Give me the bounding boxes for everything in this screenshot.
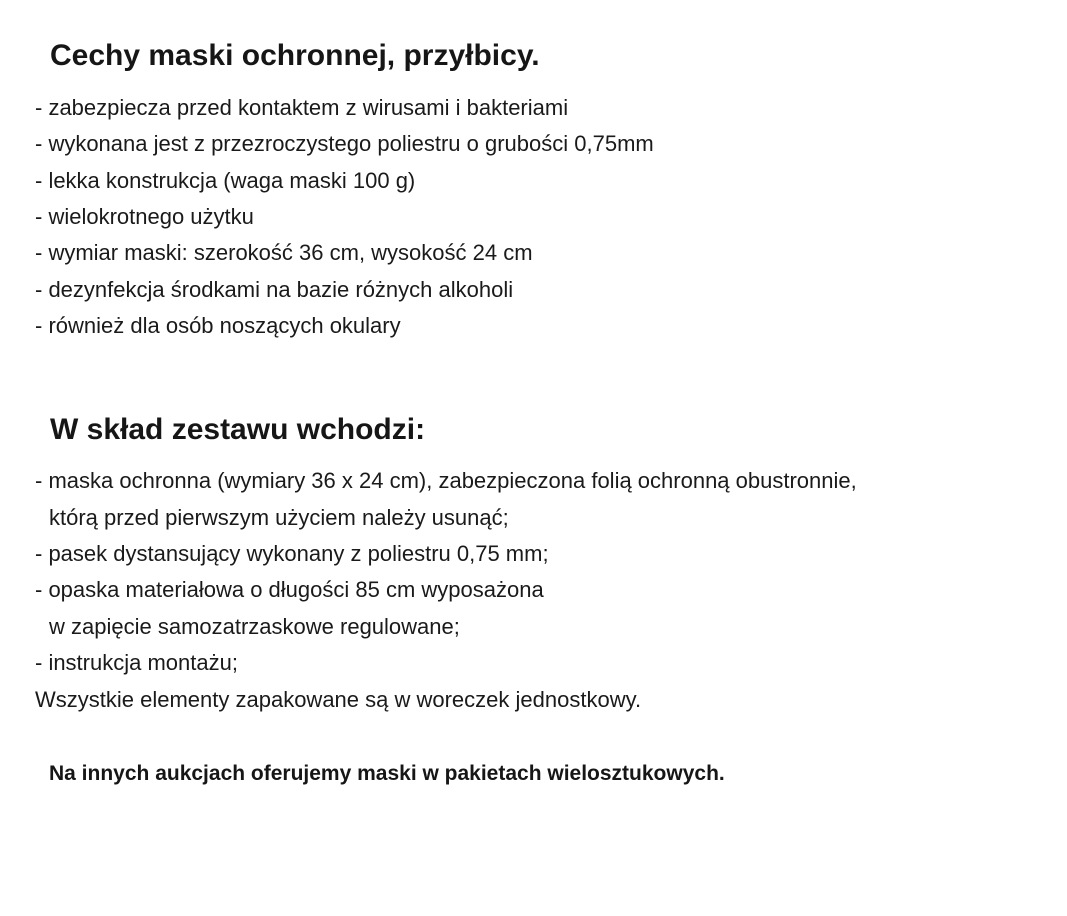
feature-item: - wymiar maski: szerokość 36 cm, wysokość 24 cm: [35, 240, 533, 265]
features-heading: Cechy maski ochronnej, przyłbicy.: [50, 39, 540, 72]
feature-item: - również dla osób noszących okulary: [35, 313, 401, 338]
feature-item: - dezynfekcja środkami na bazie różnych alkoholi: [35, 277, 514, 302]
multipack-note: Na innych aukcjach oferujemy maski w pakietach wielosztukowych.: [49, 762, 725, 785]
feature-item: - wykonana jest z przezroczystego poliestru o grubości 0,75mm: [35, 131, 654, 156]
contents-line: w zapięcie samozatrzaskowe regulowane;: [49, 614, 460, 639]
feature-item: - zabezpiecza przed kontaktem z wirusami i bakteriami: [35, 95, 569, 120]
contents-summary: Wszystkie elementy zapakowane są w woreczek jednostkowy.: [35, 687, 642, 712]
contents-line: którą przed pierwszym użyciem należy usunąć;: [49, 505, 509, 530]
contents-line: - pasek dystansujący wykonany z poliestru 0,75 mm;: [35, 541, 549, 566]
contents-line: - maska ochronna (wymiary 36 x 24 cm), zabezpieczona folią ochronną obustronnie,: [35, 468, 857, 493]
contents-heading: W skład zestawu wchodzi:: [50, 413, 426, 446]
contents-line: - opaska materiałowa o długości 85 cm wyposażona: [35, 577, 544, 602]
contents-line: - instrukcja montażu;: [35, 650, 238, 675]
feature-item: - lekka konstrukcja (waga maski 100 g): [35, 168, 416, 193]
feature-item: - wielokrotnego użytku: [35, 204, 254, 229]
